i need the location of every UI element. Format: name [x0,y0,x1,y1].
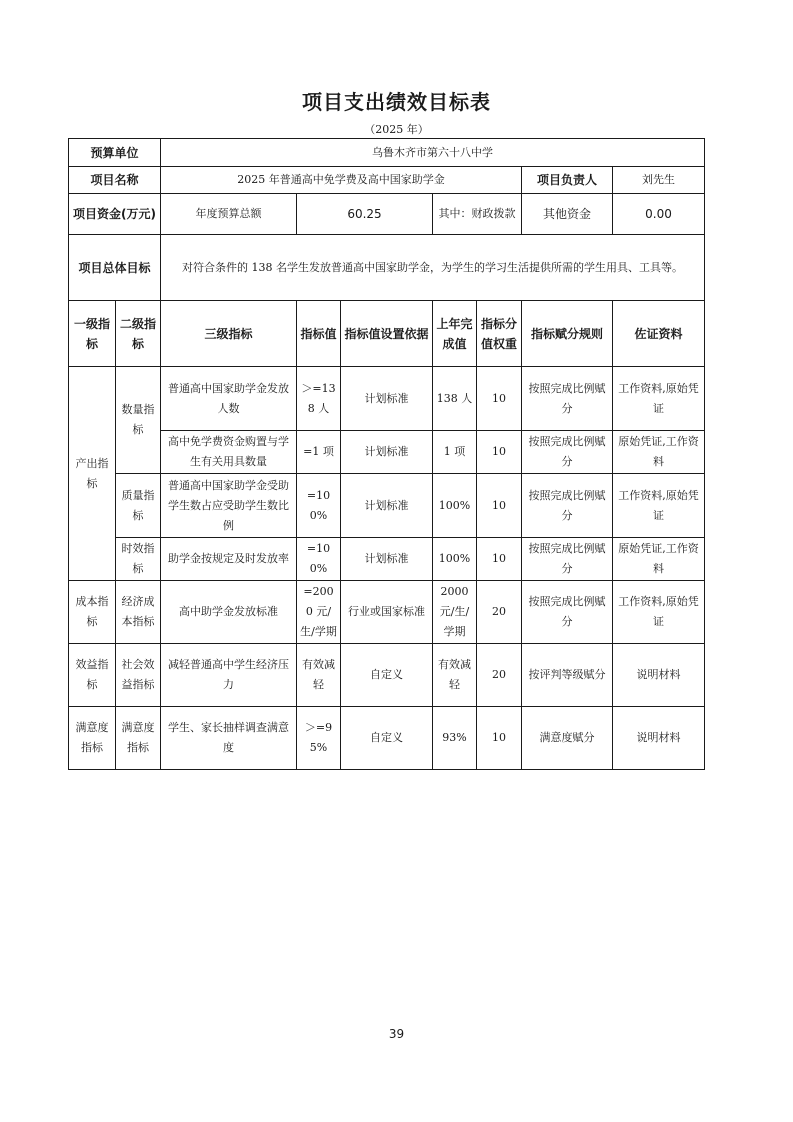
table-row [69,644,705,707]
col-level2: 二级指标 [116,301,161,367]
funds-label: 项目资金(万元) [69,194,161,235]
row-weight: 10 [477,538,522,581]
budget-unit-value: 乌鲁木齐市第六十八中学 [161,139,705,167]
row-basis: 计划标准 [341,431,433,474]
performance-table [68,138,705,770]
fiscal-label: 其中：财政拨款 [433,194,522,235]
annual-budget-value: 60.25 [297,194,433,235]
row-value: =100% [297,538,341,581]
annual-budget-label: 年度预算总额 [161,194,297,235]
goal-label: 项目总体目标 [69,235,161,301]
row-indicator: 减轻普通高中学生经济压力 [161,644,297,707]
table-row [69,707,705,770]
goal-row [69,235,705,301]
group-social-benefit: 社会效益指标 [116,644,161,707]
row-last-year: 138 人 [433,367,477,431]
group-economic-cost: 经济成本指标 [116,581,161,644]
group-cost: 成本指标 [69,581,116,644]
col-level1: 一级指标 [69,301,116,367]
other-funds-value: 0.00 [613,194,705,235]
row-indicator: 高中助学金发放标准 [161,581,297,644]
row-rule: 按照完成比例赋分 [522,581,613,644]
page-title: 项目支出绩效目标表 [302,90,491,114]
row-rule: 按照完成比例赋分 [522,431,613,474]
budget-unit-label: 预算单位 [69,139,161,167]
row-indicator: 学生、家长抽样调查满意度 [161,707,297,770]
table-row [69,474,705,538]
row-evidence: 说明材料 [613,644,705,707]
group-quantity: 数量指标 [116,367,161,474]
row-basis: 计划标准 [341,474,433,538]
row-rule: 按照完成比例赋分 [522,367,613,431]
row-last-year: 2000 元/生/学期 [433,581,477,644]
row-value: =1 项 [297,431,341,474]
col-basis: 指标值设置依据 [341,301,433,367]
row-evidence: 工作资料,原始凭证 [613,581,705,644]
project-name-value: 2025 年普通高中免学费及高中国家助学金 [161,167,522,194]
column-header-row [69,301,705,367]
row-value: =2000 元/生/学期 [297,581,341,644]
col-level3: 三级指标 [161,301,297,367]
table-row [69,367,705,431]
row-weight: 10 [477,707,522,770]
row-last-year: 1 项 [433,431,477,474]
group-benefit: 效益指标 [69,644,116,707]
group-output: 产出指标 [69,367,116,581]
row-evidence: 工作资料,原始凭证 [613,474,705,538]
project-leader-value: 刘先生 [613,167,705,194]
row-last-year: 100% [433,538,477,581]
other-funds-label: 其他资金 [522,194,613,235]
table-row [69,431,705,474]
page-number: 39 [388,1027,405,1041]
col-last-year: 上年完成值 [433,301,477,367]
row-basis: 自定义 [341,644,433,707]
group-satisfaction: 满意度指标 [69,707,116,770]
project-leader-label: 项目负责人 [522,167,613,194]
row-basis: 自定义 [341,707,433,770]
table-row [69,581,705,644]
project-name-row [69,167,705,194]
row-rule: 按照完成比例赋分 [522,538,613,581]
row-indicator: 助学金按规定及时发放率 [161,538,297,581]
row-value: ＞=95% [297,707,341,770]
col-rule: 指标赋分规则 [522,301,613,367]
funds-row [69,194,705,235]
row-weight: 20 [477,581,522,644]
row-evidence: 原始凭证,工作资料 [613,431,705,474]
row-weight: 10 [477,474,522,538]
row-indicator: 普通高中国家助学金发放人数 [161,367,297,431]
row-rule: 按评判等级赋分 [522,644,613,707]
table-row [69,538,705,581]
group-timeliness: 时效指标 [116,538,161,581]
row-basis: 计划标准 [341,367,433,431]
row-rule: 按照完成比例赋分 [522,474,613,538]
col-weight: 指标分值权重 [477,301,522,367]
row-weight: 20 [477,644,522,707]
goal-value: 对符合条件的 138 名学生发放普通高中国家助学金，为学生的学习生活提供所需的学生用具、工具等。 [161,235,705,301]
row-indicator: 高中免学费资金购置与学生有关用具数量 [161,431,297,474]
row-rule: 满意度赋分 [522,707,613,770]
project-name-label: 项目名称 [69,167,161,194]
year-label: （2025 年） [364,123,429,136]
col-value: 指标值 [297,301,341,367]
row-basis: 行业或国家标准 [341,581,433,644]
row-value: ＞=138 人 [297,367,341,431]
row-last-year: 有效减轻 [433,644,477,707]
row-basis: 计划标准 [341,538,433,581]
row-value: =100% [297,474,341,538]
group-quality: 质量指标 [116,474,161,538]
row-indicator: 普通高中国家助学金受助学生数占应受助学生数比例 [161,474,297,538]
row-value: 有效减轻 [297,644,341,707]
col-evidence: 佐证资料 [613,301,705,367]
row-evidence: 说明材料 [613,707,705,770]
row-evidence: 工作资料,原始凭证 [613,367,705,431]
row-weight: 10 [477,431,522,474]
budget-unit-row [69,139,705,167]
group-satisfaction-sub: 满意度指标 [116,707,161,770]
row-weight: 10 [477,367,522,431]
row-evidence: 原始凭证,工作资料 [613,538,705,581]
row-last-year: 100% [433,474,477,538]
row-last-year: 93% [433,707,477,770]
